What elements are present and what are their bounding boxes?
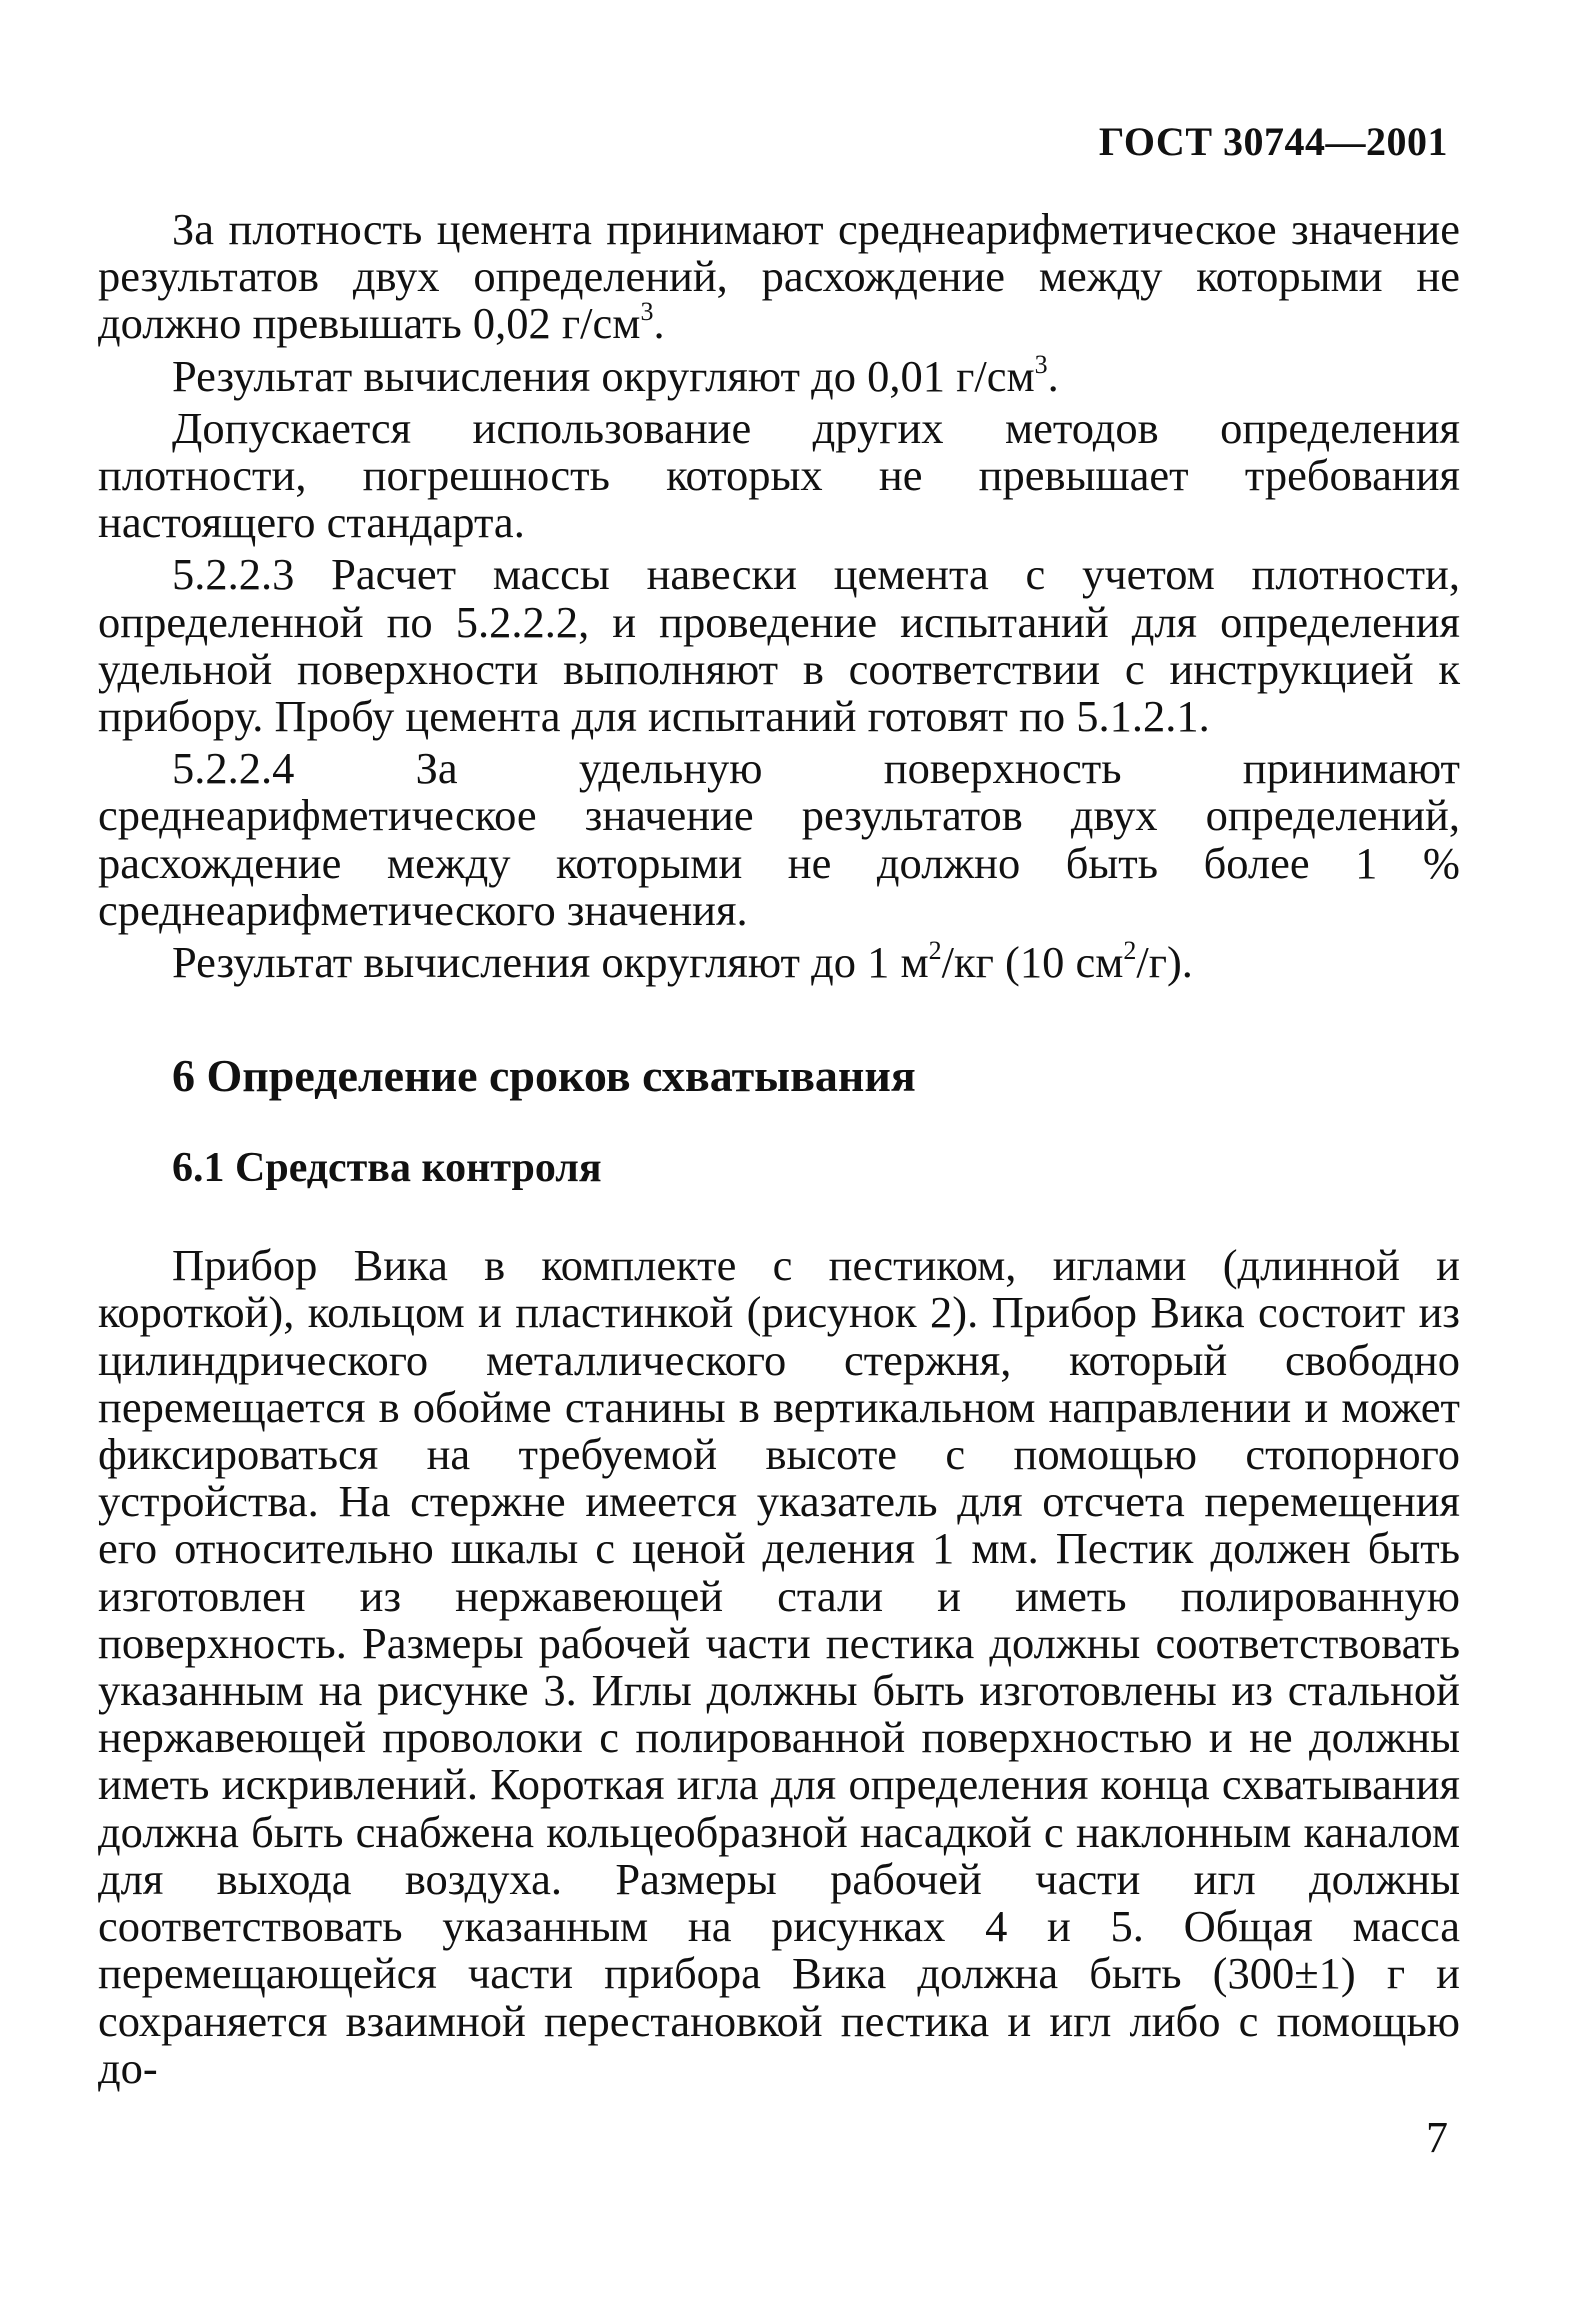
paragraph-vicat-apparatus: Прибор Вика в комплекте с пестиком, иглами (длинной и короткой), кольцом и пластинкой (рисунок 2). Прибор Вика состоит из цилиндрического металлического стержня, который свободно перемещается в обойме станины в вертикальном направлении и может фиксироваться на требуемой высоте с помощью стопорного устройства. На стержне имеется указатель для отсчета перемещения его относительно шкалы с ценой деления 1 мм. Пестик должен быть изготовлен из нержавеющей стали и иметь полированную поверхность. Размеры рабочей части пестика должны соответствовать указанным на рисунке 3. Иглы должны быть изготовлены из стальной нержавеющей проволоки с полированной поверхностью и не должны иметь искривлений. Короткая игла для определения конца схватывания должна быть снабжена кольцеобразной насадкой с наклонным каналом для выхода воздуха. Размеры рабочей части игл должны соответствовать указанным на рисунках 4 и 5. Общая масса перемещающейся части прибора Вика должна быть (300±1) г и сохраняется взаимной перестановкой пестика и игл либо с помощью до-	[98, 1240, 1460, 2093]
document-body	[98, 206, 1460, 2097]
paragraph-density-rounding: Результат вычисления округляют до 0,01 $г/см^3$.	[172, 349, 1059, 401]
superscript-2: 2	[1123, 936, 1137, 966]
superscript-3: 3	[1034, 349, 1048, 379]
superscript-3: 3	[640, 297, 654, 327]
subsection-6-1-heading: 6.1 Средства контроля	[172, 1145, 602, 1192]
paragraph-5-2-2-3: 5.2.2.3 Расчет массы навески цемента с учетом плотности, определенной по 5.2.2.2, и проведение испытаний для определения удельной поверхности выполняют в соответствии с инструкцией к прибору. Пробу цемента для испытаний готовят по 5.1.2.1.	[98, 549, 1460, 742]
superscript-2: 2	[928, 936, 942, 966]
paragraph-5-2-2-4: 5.2.2.4 За удельную поверхность принимают среднеарифметическое значение результатов двух определений, расхождение между которыми не должно быть более 1 % среднеарифметического значения.	[98, 743, 1460, 935]
paragraph-density-average: За плотность цемента принимают среднеарифметическое значение результатов двух определений, расхождение между которыми не должно превышать 0,02 $г/см^3$.	[98, 204, 1460, 349]
page-number: 7	[1426, 2113, 1448, 2162]
paragraph-other-methods: Допускается использование других методов определения плотности, погрешность которых не превышает требования настоящего стандарта.	[98, 402, 1460, 548]
paragraph-surface-rounding: Результат вычисления округляют до 1 $м^2/кг$ (10 $см^2/г$).	[172, 936, 1193, 988]
section-6-heading: 6 Определение сроков схватывания	[172, 1050, 916, 1102]
document-header-id: ГОСТ 30744—2001	[1098, 119, 1448, 164]
